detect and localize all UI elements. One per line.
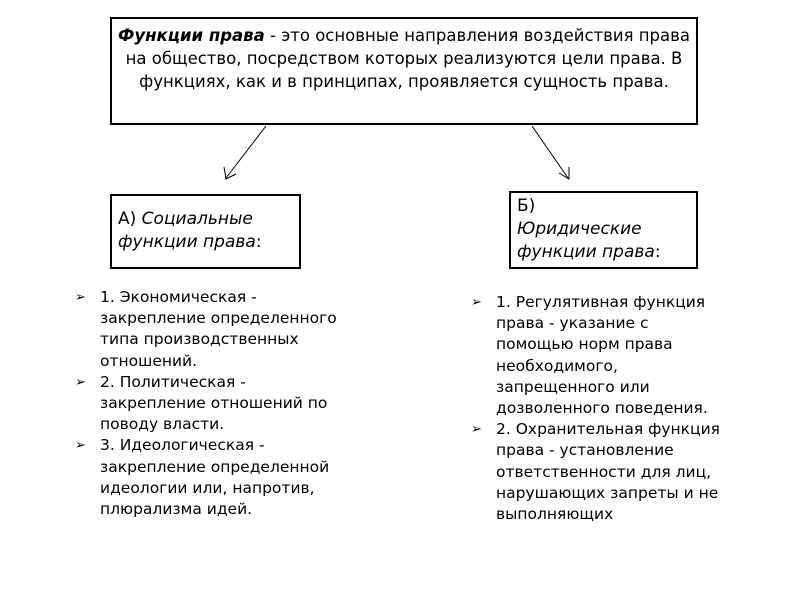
legal-letter: Б) — [517, 196, 536, 216]
list-item-text: 2. Охранительная функция права - установление ответственности для лиц, нарушающих запреты и не выполняющих — [496, 420, 720, 524]
list-item — [471, 419, 731, 525]
legal-title: Юридические функции права — [517, 219, 655, 262]
list-item-text: 3. Идеологическая - закрепление определенной идеологии или, напротив, плюрализма идей. — [100, 436, 330, 519]
arrow-bullet-icon: ➢ — [471, 295, 482, 310]
list-item-text: 1. Регулятивная функция права - указание с помощью норм права необходимого, запрещенного или дозволенного поведения. — [496, 293, 708, 418]
definition-box — [110, 17, 698, 125]
arrow-to-legal — [532, 126, 568, 178]
legal-functions-list — [471, 292, 731, 525]
list-item — [75, 287, 345, 372]
list-item — [471, 292, 731, 419]
social-letter: А) — [118, 209, 142, 229]
list-item — [75, 435, 345, 520]
arrow-bullet-icon: ➢ — [75, 290, 86, 305]
list-item-text: 1. Экономическая - закрепление определенного типа производственных отношений. — [100, 288, 337, 370]
legal-functions-box — [509, 191, 698, 269]
social-title: Социальные функции права — [118, 209, 256, 252]
list-item-text: 2. Политическая - закрепление отношений по поводу власти. — [100, 372, 328, 434]
social-functions-list — [75, 287, 345, 520]
arrow-to-social — [226, 126, 266, 178]
definition-text: - это основные направления воздействия права на общество, посредством которых реализуются цели права. В функциях, как и в принципах, проявляется сущность права. — [125, 26, 690, 91]
arrow-bullet-icon: ➢ — [75, 374, 86, 390]
arrow-bullet-icon: ➢ — [471, 422, 482, 438]
legal-colon: : — [654, 242, 661, 262]
list-item — [75, 372, 345, 436]
social-colon: : — [255, 232, 262, 252]
social-functions-box — [110, 194, 301, 269]
definition-term: Функции права — [118, 26, 265, 45]
arrow-bullet-icon: ➢ — [75, 438, 86, 454]
